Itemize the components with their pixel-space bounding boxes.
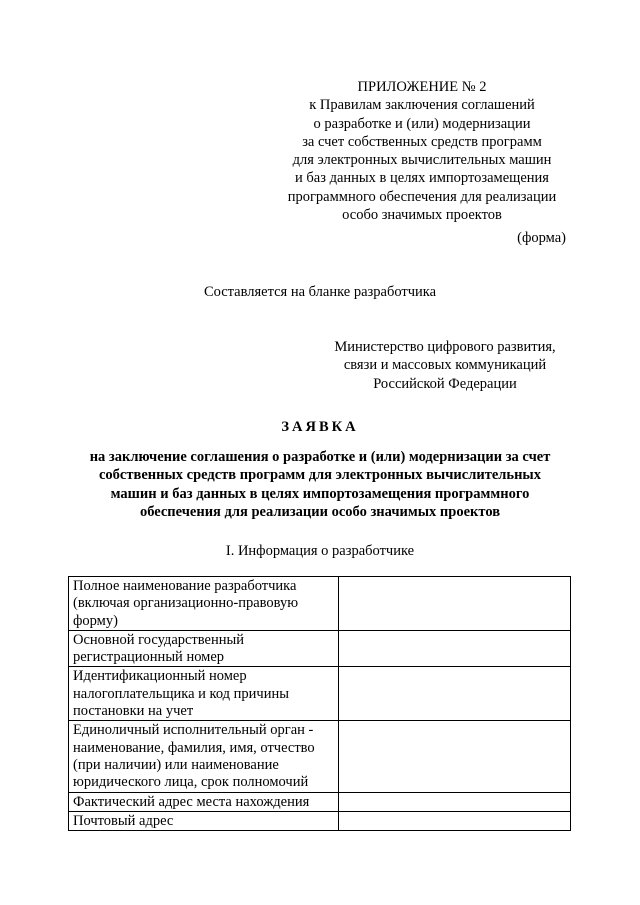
row-label-ogrn xyxy=(69,630,339,667)
form-label: (форма) xyxy=(517,230,566,246)
label-line: Почтовый адрес xyxy=(73,812,174,829)
subtitle-line: обеспечения для реализации особо значимых проектов xyxy=(139,503,501,520)
developer-info-table xyxy=(68,576,571,831)
addressee-line: Российской Федерации xyxy=(373,375,517,392)
addressee-line: Министерство цифрового развития, xyxy=(334,339,556,355)
label-line: Основной государственный xyxy=(73,631,244,648)
label-line: Единоличный исполнительный орган - xyxy=(73,722,314,739)
compose-note: Составляется на бланке разработчика xyxy=(203,284,437,300)
table-row xyxy=(69,630,571,667)
table-row xyxy=(69,792,571,811)
appendix-line: о разработке и (или) модернизации xyxy=(313,115,531,132)
table-row xyxy=(69,811,571,830)
subtitle-line: собственных средств программ для электронных вычислительных xyxy=(99,467,541,484)
subtitle-line: на заключение соглашения о разработке и (или) модернизации за счет xyxy=(89,449,551,465)
row-value-executive-body[interactable] xyxy=(338,721,570,792)
appendix-line: для электронных вычислительных машин xyxy=(292,152,552,169)
row-label-executive-body xyxy=(69,721,339,792)
appendix-header xyxy=(272,78,572,224)
row-label-actual-address xyxy=(69,792,339,811)
table-row xyxy=(69,577,571,631)
appendix-line: особо значимых проектов xyxy=(342,207,502,224)
row-value-actual-address[interactable] xyxy=(338,792,570,811)
row-value-inn-kpp[interactable] xyxy=(338,667,570,721)
label-line: форму) xyxy=(73,612,118,629)
section-heading: I. Информация о разработчике xyxy=(225,543,415,559)
label-line: постановки на учет xyxy=(73,703,194,720)
row-value-postal-address[interactable] xyxy=(338,811,570,830)
row-value-ogrn[interactable] xyxy=(338,630,570,667)
appendix-line: за счет собственных средств программ xyxy=(302,133,542,150)
appendix-line: и баз данных в целях импортозамещения xyxy=(295,170,549,187)
label-line: налогоплательщика и код причины xyxy=(73,685,289,702)
label-line: наименование, фамилия, имя, отчество xyxy=(73,739,315,756)
row-label-postal-address xyxy=(69,811,339,830)
table-row xyxy=(69,721,571,792)
row-label-full-name xyxy=(69,577,339,631)
label-line: Полное наименование разработчика xyxy=(73,578,297,594)
row-value-full-name[interactable] xyxy=(338,577,570,631)
document-subtitle xyxy=(70,448,570,521)
label-line: регистрационный номер xyxy=(73,649,225,666)
label-line: юридического лица, срок полномочий xyxy=(73,774,309,791)
subtitle-line: машин и баз данных в целях импортозамещения программного xyxy=(110,485,530,502)
addressee-line: связи и массовых коммуникаций xyxy=(343,357,547,374)
label-line: (при наличии) или наименование xyxy=(73,756,279,773)
appendix-line: ПРИЛОЖЕНИЕ № 2 xyxy=(357,79,487,95)
row-label-inn-kpp xyxy=(69,667,339,721)
addressee-block xyxy=(320,338,570,393)
label-line: Фактический адрес места нахождения xyxy=(73,793,310,810)
table-row xyxy=(69,667,571,721)
label-line: Идентификационный номер xyxy=(73,668,247,685)
document-title: ЗАЯВКА xyxy=(281,419,359,435)
label-line: (включая организационно-правовую xyxy=(73,595,299,612)
appendix-line: программного обеспечения для реализации xyxy=(287,188,557,205)
appendix-line: к Правилам заключения соглашений xyxy=(309,97,535,114)
